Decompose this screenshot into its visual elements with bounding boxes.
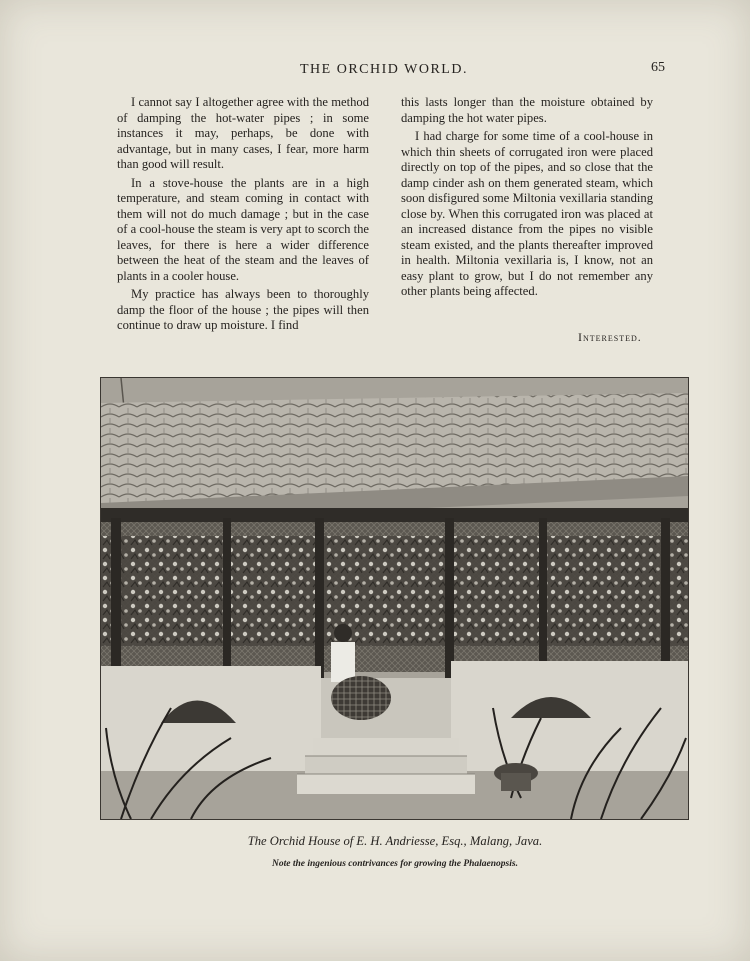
author-signature: Interested. [578, 330, 642, 344]
running-header [0, 58, 750, 82]
figure-caption: The Orchid House of E. H. Andriesse, Esq., Malang, Java. [247, 834, 543, 848]
eaves-beam [101, 508, 688, 522]
page-number: 65 [651, 60, 665, 75]
right-paragraph-2: I had charge for some time of a cool-house in which thin sheets of corrugated iron were placed directly on top of the pipes, and so close that the damp cinder ash on them generated steam, which soon disfigured some Miltonia vexillaria standing close by. When this corrugated iron was placed at an increased distance from the pipes no visible steam existed, and the plants thereafter improved in health. Miltonia vexillaria is, I know, not an easy plant to grow, but I do not remember any other plants being affected. [401, 129, 653, 298]
figure-subcaption: Note the ingenious contrivances for growing the Phalaenopsis. [272, 859, 518, 869]
left-paragraph-3: My practice has always been to thoroughly damp the floor of the house ; the pipes will then continue to draw up moisture. I find [117, 287, 369, 332]
orchid-rows [101, 536, 688, 646]
right-paragraph-1: this lasts longer than the moisture obtained by damping the hot water pipes. [401, 95, 653, 125]
left-paragraph-2: In a stove-house the plants are in a high temperature, and steam coming in contact with them will not do much damage ; but in the case of a cool-house the steam is very apt to scorch the leaves, for there is here a wider difference between the heat of the steam and the leaves of plants in a cooler house. [117, 175, 369, 283]
journal-title: THE ORCHID WORLD. [300, 62, 468, 77]
orchid-house-photograph [100, 377, 689, 820]
left-text-column [117, 95, 369, 337]
right-text-column [401, 95, 653, 303]
left-paragraph-1: I cannot say I altogether agree with the method of damping the hot-water pipes ; in some instances it may, perhaps, be done with advantage, but in many cases, I fear, more harm than good will result. [117, 95, 369, 171]
